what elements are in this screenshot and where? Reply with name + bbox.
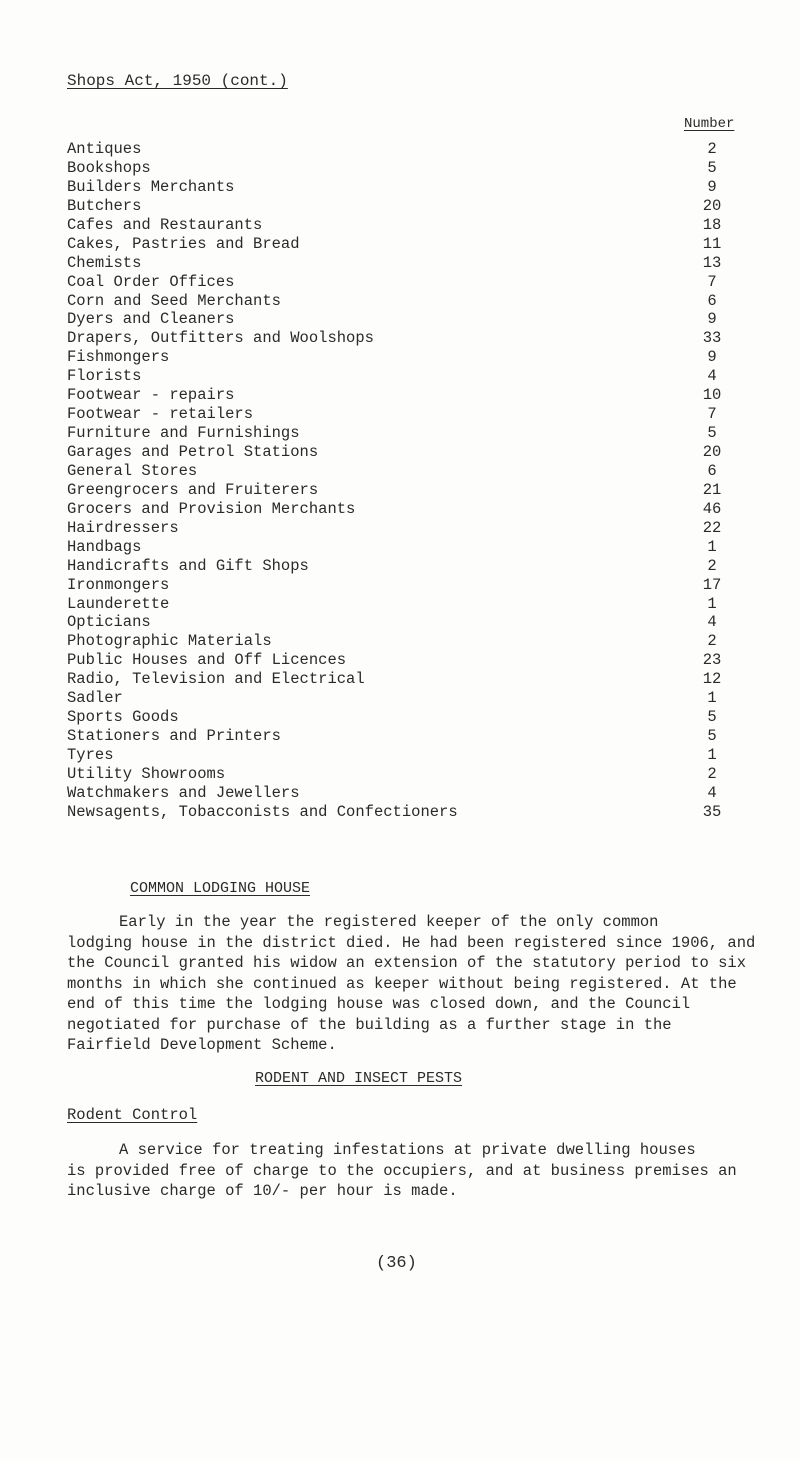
table-row bbox=[67, 765, 727, 784]
table-row bbox=[67, 670, 727, 689]
table-row bbox=[67, 273, 727, 292]
table-row bbox=[67, 424, 727, 443]
column-header-number: Number bbox=[684, 116, 735, 132]
table-row bbox=[67, 803, 727, 822]
row-label: Hairdressers bbox=[67, 518, 179, 537]
row-value: 5 bbox=[707, 708, 717, 727]
table-row bbox=[67, 159, 727, 178]
rodent-paragraph-rest: is provided free of charge to the occupiers, and at business premises an inclusive charge of 10/- per hour is made. bbox=[67, 1161, 737, 1200]
row-label: Dyers and Cleaners bbox=[67, 310, 235, 329]
row-value: 7 bbox=[707, 272, 717, 291]
row-label: Coal Order Offices bbox=[67, 272, 235, 291]
row-value: 2 bbox=[707, 632, 717, 651]
row-value: 2 bbox=[707, 556, 717, 575]
row-value: 9 bbox=[707, 348, 717, 367]
page-number: (36) bbox=[376, 1254, 417, 1273]
row-label: Grocers and Provision Merchants bbox=[67, 499, 356, 518]
row-value: 33 bbox=[702, 329, 722, 348]
row-value: 23 bbox=[702, 651, 722, 670]
rodent-section-title: RODENT AND INSECT PESTS bbox=[255, 1070, 463, 1087]
row-label: Corn and Seed Merchants bbox=[67, 291, 281, 310]
table-row bbox=[67, 481, 727, 500]
row-label: Utility Showrooms bbox=[67, 764, 226, 783]
row-label: Tyres bbox=[67, 746, 114, 764]
row-value: 10 bbox=[702, 386, 722, 405]
lodging-section-title: COMMON LODGING HOUSE bbox=[130, 880, 311, 897]
row-label: Chemists bbox=[67, 253, 142, 272]
table-row bbox=[67, 197, 727, 216]
row-value: 20 bbox=[702, 196, 722, 215]
table-row bbox=[67, 613, 727, 632]
table-row bbox=[67, 632, 727, 651]
table-row bbox=[67, 235, 727, 254]
row-label: Public Houses and Off Licences bbox=[67, 651, 347, 670]
row-label: Sports Goods bbox=[67, 708, 179, 727]
rodent-paragraph-first-line: A service for treating infestations at private dwelling houses bbox=[119, 1141, 696, 1159]
shops-table bbox=[67, 140, 727, 822]
row-value: 11 bbox=[702, 234, 722, 253]
row-label: Footwear - retailers bbox=[67, 405, 254, 424]
row-value: 2 bbox=[707, 140, 717, 158]
table-row bbox=[67, 746, 727, 765]
table-row bbox=[67, 310, 727, 329]
table-row bbox=[67, 462, 727, 481]
row-label: Greengrocers and Fruiterers bbox=[67, 480, 319, 499]
table-row bbox=[67, 784, 727, 803]
row-label: Stationers and Printers bbox=[67, 727, 281, 746]
row-value: 1 bbox=[707, 594, 717, 613]
row-label: Sadler bbox=[67, 689, 123, 708]
row-label: Furniture and Furnishings bbox=[67, 424, 300, 443]
row-value: 13 bbox=[702, 253, 722, 272]
table-row bbox=[67, 386, 727, 405]
row-label: Watchmakers and Jewellers bbox=[67, 783, 300, 802]
table-row bbox=[67, 689, 727, 708]
row-label: Ironmongers bbox=[67, 575, 170, 594]
table-row bbox=[67, 367, 727, 386]
row-value: 46 bbox=[702, 499, 722, 518]
row-value: 12 bbox=[702, 670, 722, 689]
table-row bbox=[67, 443, 727, 462]
row-label: Photographic Materials bbox=[67, 632, 272, 651]
table-row bbox=[67, 727, 727, 746]
row-label: Newsagents, Tobacconists and Confectioners bbox=[67, 802, 458, 821]
row-value: 22 bbox=[702, 518, 722, 537]
row-label: Antiques bbox=[67, 140, 142, 158]
row-label: Cakes, Pastries and Bread bbox=[67, 234, 300, 253]
lodging-paragraph-first-line: Early in the year the registered keeper of the only common bbox=[119, 913, 659, 931]
row-value: 5 bbox=[707, 158, 717, 177]
rodent-paragraph bbox=[67, 1140, 757, 1202]
row-value: 1 bbox=[707, 746, 717, 764]
row-value: 2 bbox=[707, 764, 717, 783]
row-label: Opticians bbox=[67, 613, 151, 632]
table-row bbox=[67, 329, 727, 348]
row-label: Footwear - repairs bbox=[67, 386, 235, 405]
table-row bbox=[67, 348, 727, 367]
row-value: 21 bbox=[702, 480, 722, 499]
row-label: Launderette bbox=[67, 594, 170, 613]
row-value: 6 bbox=[707, 291, 717, 310]
table-row bbox=[67, 254, 727, 273]
row-label: Garages and Petrol Stations bbox=[67, 443, 319, 461]
row-value: 18 bbox=[702, 215, 722, 234]
rodent-subsection-title: Rodent Control bbox=[67, 1106, 198, 1124]
row-value: 6 bbox=[707, 461, 717, 480]
row-label: Drapers, Outfitters and Woolshops bbox=[67, 329, 374, 348]
table-row bbox=[67, 405, 727, 424]
row-label: General Stores bbox=[67, 461, 198, 480]
row-label: Fishmongers bbox=[67, 348, 170, 367]
table-row bbox=[67, 519, 727, 538]
row-label: Handicrafts and Gift Shops bbox=[67, 556, 309, 575]
lodging-paragraph-rest: lodging house in the district died. He had been registered since 1906, and the Council granted his widow an extension of the statutory period to six months in which she continued as keeper without being registered. At the end of this time the lodging house was closed down, and the Council negotiated for purchase of the building as a further stage in the Fairfield Development Scheme. bbox=[67, 933, 756, 1054]
row-label: Builders Merchants bbox=[67, 177, 235, 196]
table-row bbox=[67, 708, 727, 727]
row-value: 17 bbox=[702, 575, 722, 594]
table-row bbox=[67, 557, 727, 576]
table-row bbox=[67, 140, 727, 159]
row-value: 4 bbox=[707, 783, 717, 802]
table-row bbox=[67, 292, 727, 311]
row-label: Cafes and Restaurants bbox=[67, 215, 263, 234]
row-value: 5 bbox=[707, 424, 717, 443]
lodging-paragraph bbox=[67, 912, 757, 1056]
row-value: 1 bbox=[707, 537, 717, 556]
table-row bbox=[67, 178, 727, 197]
row-value: 5 bbox=[707, 727, 717, 746]
table-row bbox=[67, 651, 727, 670]
row-value: 4 bbox=[707, 613, 717, 632]
row-label: Handbags bbox=[67, 537, 142, 556]
row-value: 9 bbox=[707, 310, 717, 329]
row-value: 1 bbox=[707, 689, 717, 708]
row-value: 20 bbox=[702, 443, 722, 461]
table-row bbox=[67, 500, 727, 519]
row-label: Bookshops bbox=[67, 158, 151, 177]
page-title: Shops Act, 1950 (cont.) bbox=[67, 72, 288, 90]
row-label: Radio, Television and Electrical bbox=[67, 670, 365, 689]
row-value: 4 bbox=[707, 367, 717, 386]
row-label: Butchers bbox=[67, 196, 142, 215]
row-label: Florists bbox=[67, 367, 142, 386]
row-value: 35 bbox=[702, 802, 722, 821]
table-row bbox=[67, 216, 727, 235]
row-value: 7 bbox=[707, 405, 717, 424]
table-row bbox=[67, 576, 727, 595]
row-value: 9 bbox=[707, 177, 717, 196]
table-row bbox=[67, 538, 727, 557]
table-row bbox=[67, 595, 727, 614]
